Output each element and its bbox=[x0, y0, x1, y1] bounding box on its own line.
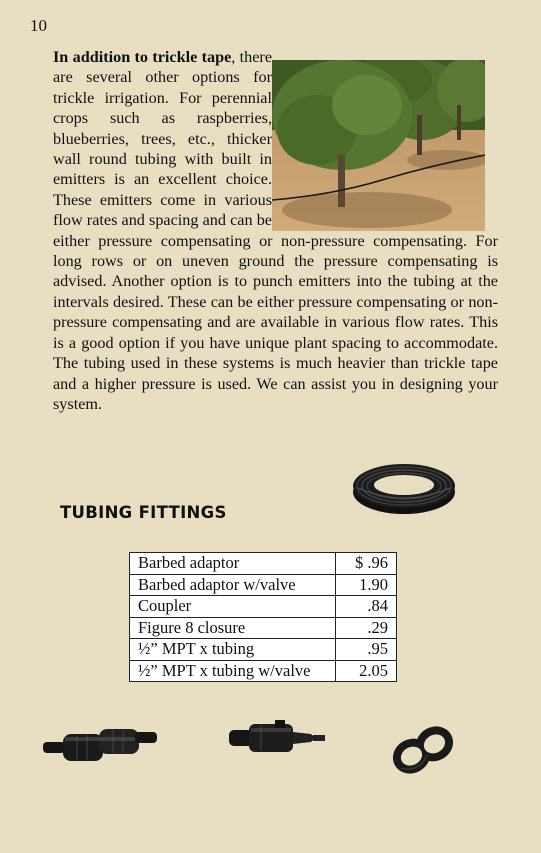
intro-text: , there are several other options for trickle irrigation. For perennial crops such as raspberries, blueberries, trees, etc., thicker wall round tubing with built in emitters is an excellent choice. These emitters come in various flow rates and spacing and can be either pressure compensating or non-pressure compensating. For long rows or on uneven ground the pressure compensating is advised. Another option is to punch emitters into the tubing at the intervals desired. These can be either pressure compensating or non-pressure compensating and are available in various flow rates. This is a good option if you have unique plant spacing to accommodate. The tubing used in these systems is much heavier than trickle tape and a higher pressure is used. We can assist you in designing your system. bbox=[53, 48, 498, 413]
fitting-item-name: Coupler bbox=[130, 596, 336, 618]
table-row bbox=[130, 639, 397, 661]
fitting-item-price: 2.05 bbox=[336, 660, 397, 682]
fittings-price-table bbox=[129, 552, 397, 682]
fitting-item-price: .95 bbox=[336, 639, 397, 661]
fitting-item-name: ½” MPT x tubing bbox=[130, 639, 336, 661]
photo-float-spacer bbox=[272, 47, 498, 230]
intro-paragraph bbox=[53, 47, 498, 414]
table-row bbox=[130, 596, 397, 618]
fitting-item-price: .84 bbox=[336, 596, 397, 618]
barbed-adaptor-valve-image bbox=[229, 720, 325, 762]
section-title: TUBING FITTINGS bbox=[60, 503, 227, 522]
fitting-item-name: ½” MPT x tubing w/valve bbox=[130, 660, 336, 682]
intro-lead: In addition to trickle tape bbox=[53, 48, 232, 66]
fitting-item-price: .29 bbox=[336, 617, 397, 639]
coupler-fitting-image bbox=[43, 716, 157, 768]
fitting-item-price: 1.90 bbox=[336, 574, 397, 596]
fitting-item-name: Barbed adaptor w/valve bbox=[130, 574, 336, 596]
fittings-table-body bbox=[130, 553, 397, 682]
fitting-item-name: Figure 8 closure bbox=[130, 617, 336, 639]
tubing-coil-image bbox=[352, 458, 456, 516]
table-row bbox=[130, 617, 397, 639]
figure-8-closure-image bbox=[390, 722, 456, 778]
fitting-item-name: Barbed adaptor bbox=[130, 553, 336, 575]
table-row bbox=[130, 574, 397, 596]
table-row bbox=[130, 553, 397, 575]
page-number: 10 bbox=[30, 16, 47, 35]
fitting-item-price: $ .96 bbox=[336, 553, 397, 575]
table-row bbox=[130, 660, 397, 682]
